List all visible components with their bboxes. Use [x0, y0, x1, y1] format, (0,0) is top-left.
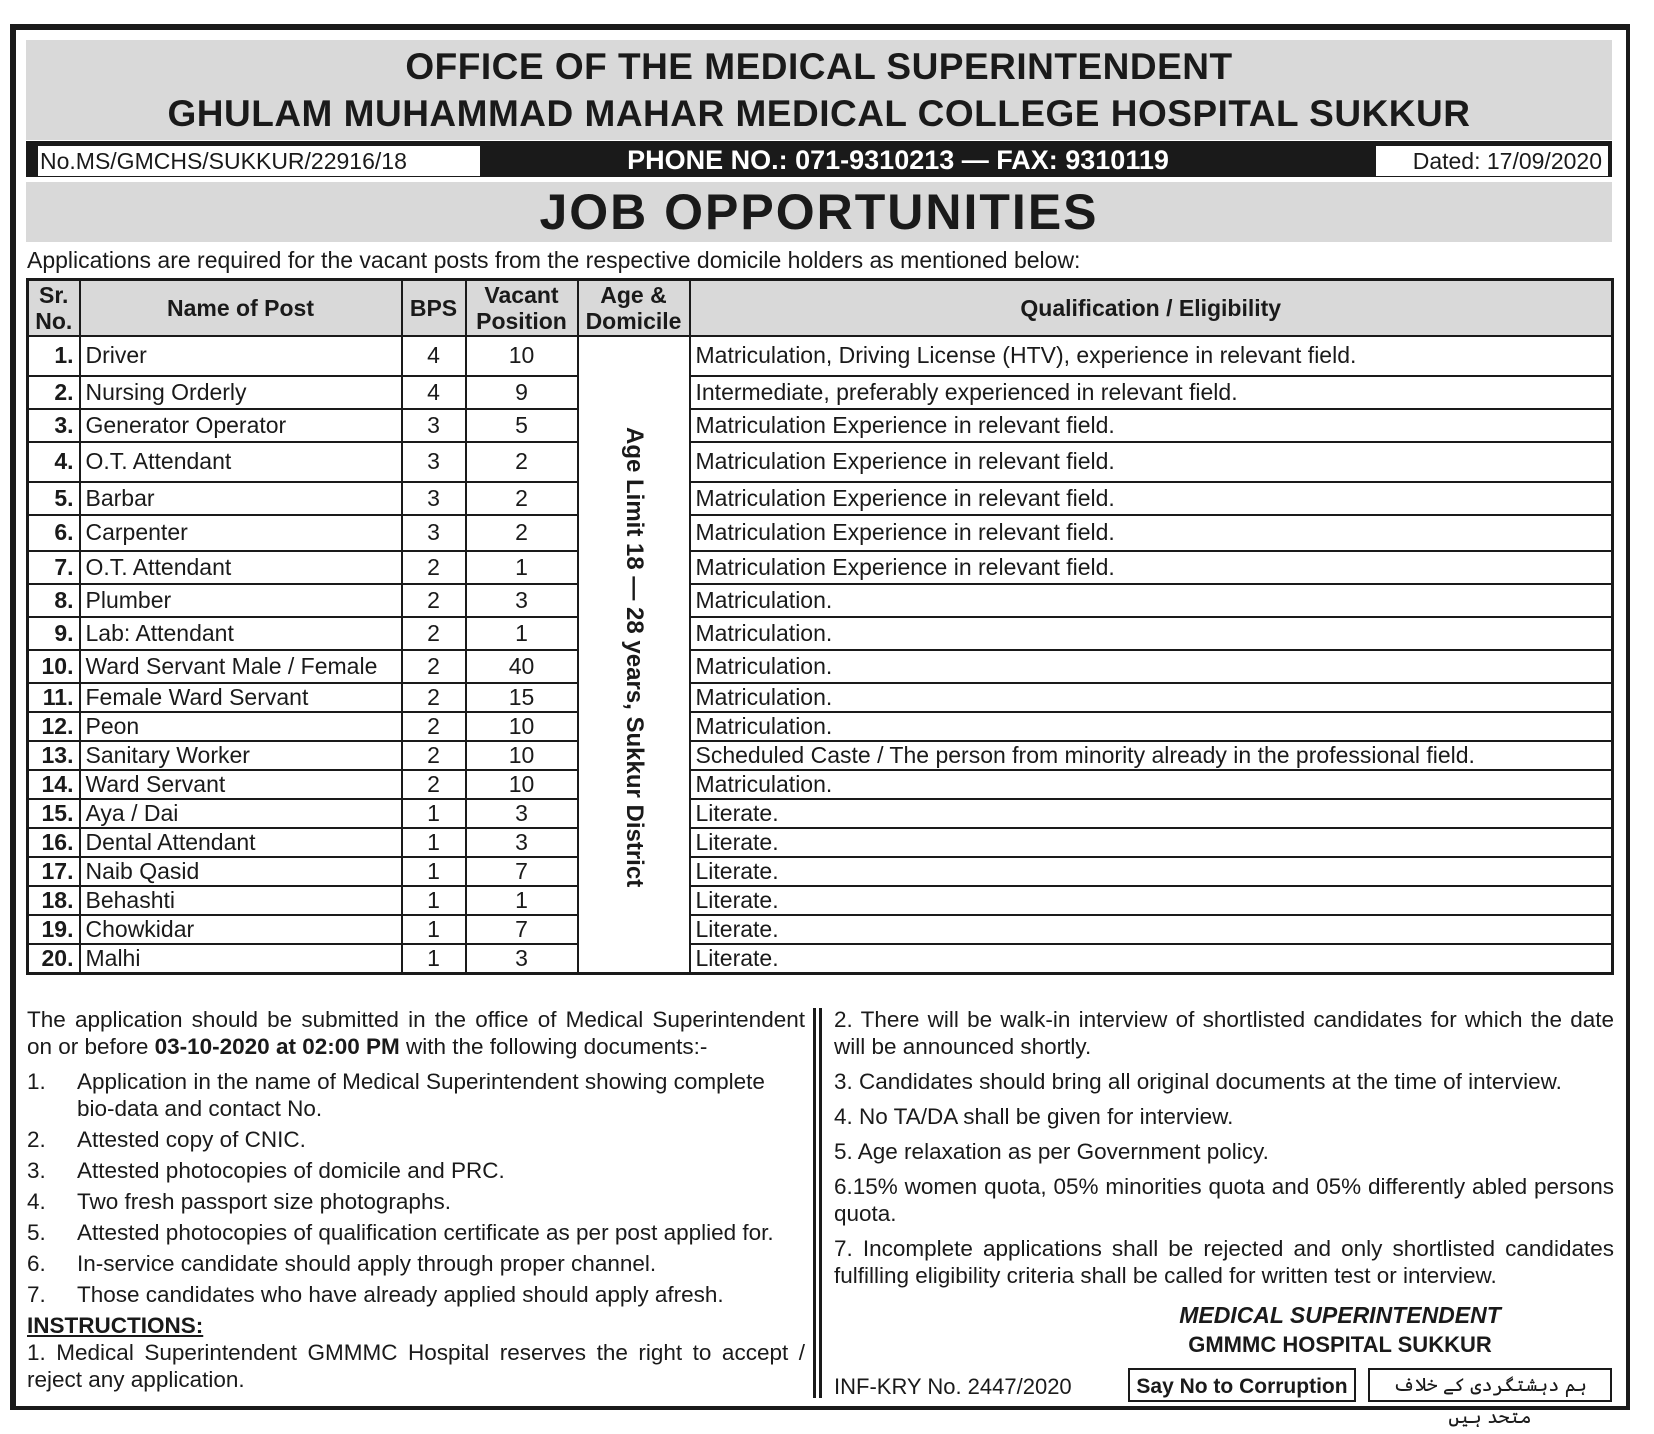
- table-row: [28, 442, 1613, 482]
- cell-post: Dental Attendant: [80, 828, 402, 857]
- table-row: [28, 683, 1613, 712]
- hospital-title: GHULAM MUHAMMAD MAHAR MEDICAL COLLEGE HOSPITAL SUKKUR: [167, 93, 1471, 134]
- cell-sr-no: 15.: [28, 799, 80, 828]
- submission-text: The application should be submitted in the office of Medical Superintendent on or before 03-10-2020 at 02:00 PM with the following documents:-: [27, 1007, 805, 1059]
- cell-bps: 3: [402, 515, 466, 551]
- cell-qualification: Matriculation Experience in relevant field.: [690, 442, 1613, 482]
- cell-sr-no: 17.: [28, 857, 80, 886]
- cell-sr-no: 13.: [28, 741, 80, 770]
- column-divider: [813, 1008, 822, 1398]
- document-number: 5.: [27, 1220, 46, 1245]
- cell-post: Ward Servant Male / Female: [80, 650, 402, 683]
- cell-qualification: Literate.: [690, 828, 1613, 857]
- cell-bps: 2: [402, 741, 466, 770]
- cell-vacant: 15: [466, 683, 578, 712]
- document-text: In-service candidate should apply through proper channel.: [77, 1251, 657, 1276]
- notice-date: Dated: 17/09/2020: [1376, 146, 1608, 176]
- table-row: [28, 886, 1613, 915]
- table-row: [28, 712, 1613, 741]
- cell-bps: 1: [402, 828, 466, 857]
- deadline: 03-10-2020 at 02:00 PM: [154, 1034, 400, 1059]
- document-item: [27, 1188, 805, 1215]
- cell-qualification: Matriculation.: [690, 650, 1613, 683]
- cell-vacant: 5: [466, 409, 578, 442]
- cell-sr-no: 6.: [28, 515, 80, 551]
- table-header-row: [28, 280, 1613, 336]
- cell-vacant: 1: [466, 551, 578, 584]
- cell-bps: 2: [402, 770, 466, 799]
- table-row: [28, 828, 1613, 857]
- cell-vacant: 7: [466, 857, 578, 886]
- document-number: 6.: [27, 1251, 46, 1276]
- cell-bps: 2: [402, 584, 466, 617]
- instruction-item: 2. There will be walk-in interview of shortlisted candidates for which the date will be announced shortly.: [834, 1007, 1614, 1059]
- header-vacant: Vacant Position: [466, 280, 578, 336]
- cell-vacant: 3: [466, 799, 578, 828]
- cell-bps: 4: [402, 376, 466, 409]
- cell-sr-no: 2.: [28, 376, 80, 409]
- document-text: Attested photocopies of domicile and PRC.: [77, 1158, 505, 1183]
- document-number: 1.: [27, 1069, 46, 1094]
- instruction-item: 1. Medical Superintendent GMMMC Hospital reserves the right to accept / reject any application.: [27, 1340, 805, 1392]
- documents-list: [27, 1068, 805, 1308]
- document-text: Two fresh passport size photographs.: [77, 1189, 451, 1214]
- header-post: Name of Post: [80, 280, 402, 336]
- cell-vacant: 2: [466, 482, 578, 515]
- cell-qualification: Matriculation Experience in relevant field.: [690, 551, 1613, 584]
- cell-vacant: 9: [466, 376, 578, 409]
- cell-sr-no: 16.: [28, 828, 80, 857]
- cell-sr-no: 19.: [28, 915, 80, 944]
- table-row: [28, 482, 1613, 515]
- cell-bps: 3: [402, 482, 466, 515]
- header-sr-no: Sr. No.: [28, 280, 80, 336]
- document-text: Application in the name of Medical Superintendent showing complete bio-data and contact No.: [77, 1069, 765, 1121]
- instruction-item: 4. No TA/DA shall be given for interview.: [834, 1104, 1234, 1129]
- cell-qualification: Intermediate, preferably experienced in relevant field.: [690, 376, 1613, 409]
- document-number: 2.: [27, 1127, 46, 1152]
- cell-sr-no: 5.: [28, 482, 80, 515]
- cell-bps: 1: [402, 915, 466, 944]
- cell-qualification: Matriculation.: [690, 770, 1613, 799]
- cell-bps: 1: [402, 944, 466, 974]
- cell-sr-no: 9.: [28, 617, 80, 650]
- instruction-item: 6.15% women quota, 05% minorities quota and 05% differently abled persons quota.: [834, 1174, 1614, 1226]
- reference-number: No.MS/GMCHS/SUKKUR/22916/18: [38, 146, 480, 176]
- document-item: [27, 1126, 805, 1153]
- cell-qualification: Literate.: [690, 799, 1613, 828]
- cell-vacant: 10: [466, 741, 578, 770]
- cell-vacant: 2: [466, 515, 578, 551]
- cell-post: O.T. Attendant: [80, 442, 402, 482]
- table-body: [28, 336, 1613, 974]
- document-item: [27, 1281, 805, 1308]
- document-item: [27, 1157, 805, 1184]
- instructions-heading: INSTRUCTIONS:: [27, 1313, 204, 1338]
- signatory-title: MEDICAL SUPERINTENDENT: [1179, 1302, 1501, 1328]
- document-number: 4.: [27, 1189, 46, 1214]
- cell-qualification: Matriculation.: [690, 584, 1613, 617]
- instruction-item: 7. Incomplete applications shall be rejected and only shortlisted candidates fulfilling eligibility criteria shall be called for written test or interview.: [834, 1236, 1614, 1288]
- cell-vacant: 10: [466, 336, 578, 376]
- cell-sr-no: 3.: [28, 409, 80, 442]
- document-item: [27, 1068, 805, 1122]
- cell-qualification: Literate.: [690, 886, 1613, 915]
- signatory-org: GMMMC HOSPITAL SUKKUR: [1188, 1332, 1492, 1357]
- cell-sr-no: 7.: [28, 551, 80, 584]
- phone-fax: PHONE NO.: 071-9310213 — FAX: 9310119: [627, 145, 1169, 175]
- cell-post: Driver: [80, 336, 402, 376]
- document-number: 7.: [27, 1282, 46, 1307]
- table-row: [28, 857, 1613, 886]
- table-row: [28, 741, 1613, 770]
- cell-qualification: Literate.: [690, 915, 1613, 944]
- cell-qualification: Matriculation.: [690, 617, 1613, 650]
- instructions-list: [834, 1006, 1614, 1297]
- cell-vacant: 7: [466, 915, 578, 944]
- cell-post: Sanitary Worker: [80, 741, 402, 770]
- cell-qualification: Matriculation.: [690, 712, 1613, 741]
- cell-bps: 4: [402, 336, 466, 376]
- inf-number: INF-KRY No. 2447/2020: [834, 1374, 1072, 1399]
- cell-bps: 3: [402, 409, 466, 442]
- cell-bps: 2: [402, 712, 466, 741]
- anti-corruption-slogan: Say No to Corruption: [1128, 1368, 1356, 1402]
- header-qualification: Qualification / Eligibility: [690, 280, 1613, 336]
- intro-text: Applications are required for the vacant posts from the respective domicile holders as mentioned below:: [27, 247, 1081, 273]
- cell-sr-no: 20.: [28, 944, 80, 974]
- urdu-slogan: [1368, 1368, 1612, 1428]
- cell-sr-no: 11.: [28, 683, 80, 712]
- cell-qualification: Matriculation Experience in relevant field.: [690, 409, 1613, 442]
- cell-qualification: Matriculation Experience in relevant field.: [690, 482, 1613, 515]
- cell-post: Chowkidar: [80, 915, 402, 944]
- cell-sr-no: 10.: [28, 650, 80, 683]
- cell-sr-no: 12.: [28, 712, 80, 741]
- cell-qualification: Literate.: [690, 857, 1613, 886]
- cell-post: Ward Servant: [80, 770, 402, 799]
- table-row: [28, 799, 1613, 828]
- cell-post: Behashti: [80, 886, 402, 915]
- document-item: [27, 1250, 805, 1277]
- document-number: 3.: [27, 1158, 46, 1183]
- cell-age-domicile: [578, 336, 690, 974]
- cell-bps: 3: [402, 442, 466, 482]
- cell-bps: 2: [402, 617, 466, 650]
- cell-sr-no: 4.: [28, 442, 80, 482]
- document-item: [27, 1219, 805, 1246]
- table-row: [28, 944, 1613, 974]
- table-row: [28, 515, 1613, 551]
- table-row: [28, 650, 1613, 683]
- cell-sr-no: 18.: [28, 886, 80, 915]
- table-row: [28, 617, 1613, 650]
- cell-post: Naib Qasid: [80, 857, 402, 886]
- urdu-slogan-text: ہم دہشتگردی کے خلاف متحد ہیں: [1393, 1375, 1587, 1428]
- document-text: Attested photocopies of qualification certificate as per post applied for.: [77, 1220, 774, 1245]
- table-row: [28, 584, 1613, 617]
- vacancy-table: [26, 278, 1614, 975]
- cell-post: Plumber: [80, 584, 402, 617]
- cell-qualification: Matriculation.: [690, 683, 1613, 712]
- age-limit-text: Age Limit 18 — 28 years, Sukkur District: [620, 426, 648, 887]
- cell-post: Malhi: [80, 944, 402, 974]
- cell-bps: 2: [402, 683, 466, 712]
- cell-qualification: Scheduled Caste / The person from minority already in the professional field.: [690, 741, 1613, 770]
- header-age-domicile: Age & Domicile: [578, 280, 690, 336]
- cell-post: Carpenter: [80, 515, 402, 551]
- cell-sr-no: 1.: [28, 336, 80, 376]
- instruction-item: 5. Age relaxation as per Government policy.: [834, 1139, 1269, 1164]
- cell-vacant: 10: [466, 712, 578, 741]
- cell-vacant: 1: [466, 886, 578, 915]
- cell-qualification: Matriculation, Driving License (HTV), experience in relevant field.: [690, 336, 1613, 376]
- cell-qualification: Literate.: [690, 944, 1613, 974]
- cell-qualification: Matriculation Experience in relevant field.: [690, 515, 1613, 551]
- cell-vacant: 10: [466, 770, 578, 799]
- cell-bps: 1: [402, 857, 466, 886]
- cell-vacant: 3: [466, 944, 578, 974]
- table-row: [28, 336, 1613, 376]
- table-row: [28, 376, 1613, 409]
- document-text: Those candidates who have already applied should apply afresh.: [77, 1282, 724, 1307]
- cell-vacant: 40: [466, 650, 578, 683]
- cell-vacant: 2: [466, 442, 578, 482]
- header-bps: BPS: [402, 280, 466, 336]
- cell-post: Aya / Dai: [80, 799, 402, 828]
- cell-post: Generator Operator: [80, 409, 402, 442]
- cell-vacant: 3: [466, 584, 578, 617]
- cell-post: Nursing Orderly: [80, 376, 402, 409]
- cell-sr-no: 8.: [28, 584, 80, 617]
- cell-vacant: 1: [466, 617, 578, 650]
- table-row: [28, 770, 1613, 799]
- cell-bps: 1: [402, 799, 466, 828]
- cell-bps: 2: [402, 551, 466, 584]
- cell-post: O.T. Attendant: [80, 551, 402, 584]
- cell-post: Barbar: [80, 482, 402, 515]
- office-title: OFFICE OF THE MEDICAL SUPERINTENDENT: [405, 46, 1233, 87]
- application-details: [27, 1006, 805, 1393]
- cell-bps: 2: [402, 650, 466, 683]
- table-row: [28, 409, 1613, 442]
- cell-post: Lab: Attendant: [80, 617, 402, 650]
- cell-bps: 1: [402, 886, 466, 915]
- cell-vacant: 3: [466, 828, 578, 857]
- table-row: [28, 915, 1613, 944]
- page-title: JOB OPPORTUNITIES: [539, 184, 1099, 240]
- table-row: [28, 551, 1613, 584]
- cell-sr-no: 14.: [28, 770, 80, 799]
- cell-post: Female Ward Servant: [80, 683, 402, 712]
- instruction-item: 3. Candidates should bring all original documents at the time of interview.: [834, 1069, 1562, 1094]
- cell-post: Peon: [80, 712, 402, 741]
- document-text: Attested copy of CNIC.: [77, 1127, 306, 1152]
